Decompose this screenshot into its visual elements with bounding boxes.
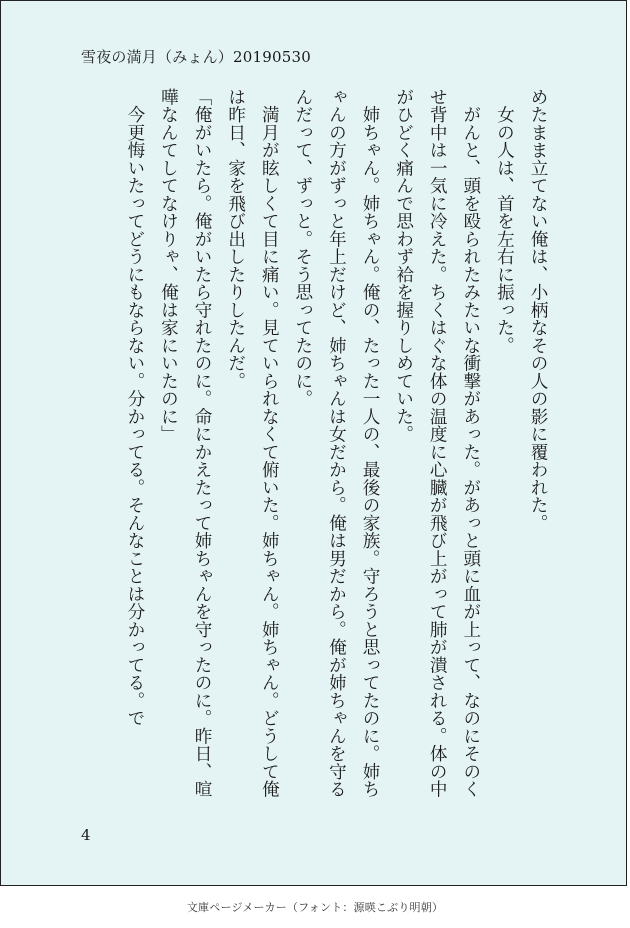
vertical-body-text	[117, 88, 554, 804]
page-header: 雪夜の満月（みょん）20190530	[81, 48, 311, 66]
page-number: 4	[81, 826, 91, 844]
footer-credit: 文庫ページメーカー（フォント：源暎こぶり明朝）	[186, 901, 444, 914]
paragraph: 「俺がいたら。俺がいたら守れたのに。命にかえたって姉ちゃんを守ったのに。昨日、喧嘩なんてしてなけりゃ、俺は家にいたのに」	[158, 88, 213, 798]
paragraph: 女の人は、首を左右に振った。	[494, 88, 515, 355]
paragraph: 今更悔いたってどうにもならない。分かってる。そんなことは分かってる。で	[124, 88, 145, 727]
paragraph: 満月が眩しくて目に痛い。見ていられなくて俯いた。姉ちゃん。姉ちゃん。どうして俺は昨日、家を飛び出したりしたんだ。	[225, 88, 280, 798]
paragraph: 姉ちゃん。姉ちゃん。俺の、たった一人の、最後の家族。守ろうと思ってたのに。姉ちゃんの方がずっと年上だけど、姉ちゃんは女だから。俺は男だから。俺が姉ちゃんを守るんだって、ずっと。そう思ってたのに。	[292, 88, 381, 798]
paragraph: めたまま立てない俺は、小柄なその人の影に覆われた。	[528, 88, 548, 532]
paragraph: がんと、頭を殴られたみたいな衝撃があった。があっと頭に血が上って、なのにそのくせ背中は一気に冷えた。ちくはぐな体の温度に心臓が飛び上がって肺が潰される。体の中がひどく痛んで思わず袷を握りしめていた。	[393, 88, 481, 798]
